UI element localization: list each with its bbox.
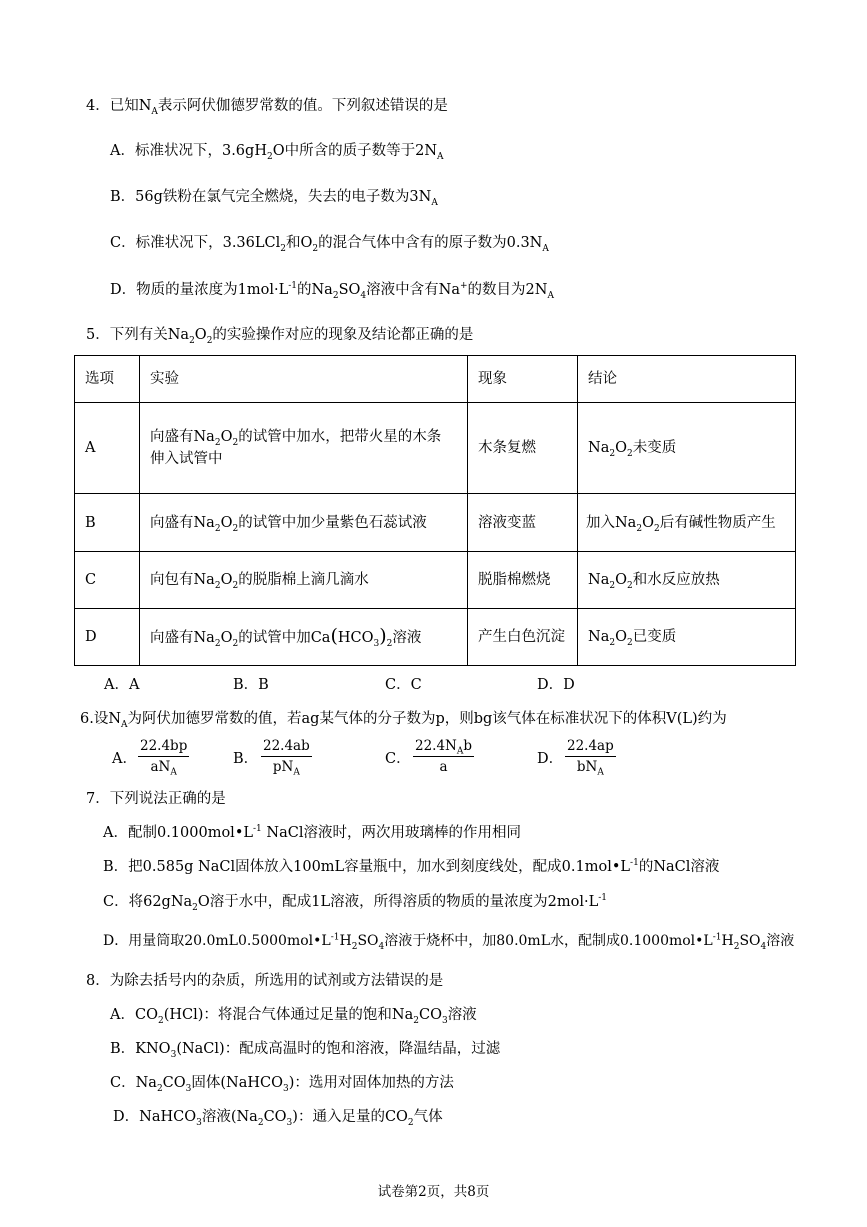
table-cell-option: C [75, 552, 140, 609]
question-5-stem: 5．下列有关$Na_2O_2$的实验操作对应的现象及结论都正确的是 [86, 327, 474, 346]
question-6-label-d: D． [537, 751, 564, 767]
question-6-label-a: A． [112, 751, 137, 767]
table-cell-experiment: 向盛有$Na_2O_2$的试管中加水，把带火星的木条 伸入试管中 [140, 403, 468, 494]
table-cell-experiment: 向盛有$Na_2O_2$的试管中加少量紫色石蕊试液 [140, 494, 468, 552]
table-cell-experiment: 向盛有$Na_2O_2$的试管中加$Ca(HCO_3)_2$溶液 [140, 609, 468, 666]
table-row [75, 552, 796, 609]
question-8-stem: 8．为除去括号内的杂质，所选用的试剂或方法错误的是 [86, 973, 444, 989]
question-6-label-b: B． [233, 751, 259, 767]
question-6-fraction-c: $22.4N_Ab$ a [415, 738, 473, 775]
question-4-option-a: A．标准状况下，$3.6gH_2O$中所含的质子数等于$2N_A$ [110, 143, 444, 162]
question-7-option-a: A．配制$0.1000mol•L^{-1}$ NaCl溶液时，两次用玻璃棒的作用相同 [103, 824, 521, 841]
table-cell-conclusion: 加入$Na_2O_2$后有碱性物质产生 [578, 494, 796, 552]
table-cell-conclusion: $Na_2O_2$未变质 [578, 403, 796, 494]
table-header-cell: 选项 [75, 356, 140, 403]
question-6-fraction-a: 22.4bp $aN_A$ [140, 738, 188, 778]
question-5-option-c: C．C [385, 677, 422, 693]
table-header-row [75, 356, 796, 403]
table-header-cell: 结论 [578, 356, 796, 403]
table-cell-option: A [75, 403, 140, 494]
table-cell-phenomenon: 木条复燃 [468, 403, 578, 494]
question-8-option-c: C．$Na_2CO_3$固体(NaHCO$_3$)：选用对固体加热的方法 [110, 1075, 454, 1094]
question-7-option-d: D．用量筒取$20.0mL0.5000mol•L^{-1}H_2SO_4$溶液于烧杯中，加80.0mL水，配制成$0.1000mol•L^{-1}H_2SO_4$溶液 [103, 932, 795, 952]
table-cell-phenomenon: 溶液变蓝 [468, 494, 578, 552]
question-5-option-a: A．A [104, 677, 140, 693]
question-5-option-b: B．B [233, 677, 269, 693]
table-cell-phenomenon: 产生白色沉淀 [468, 609, 578, 666]
question-6-label-c: C． [385, 751, 411, 767]
table-cell-experiment: 向包有$Na_2O_2$的脱脂棉上滴几滴水 [140, 552, 468, 609]
table-row [75, 609, 796, 666]
question-8-option-b: B．$KNO_3(NaCl)$：配成高温时的饱和溶液，降温结晶，过滤 [110, 1041, 501, 1060]
question-4-option-c: C．标准状况下，3.36LCl$_2$和$O_2$的混合气体中含有的原子数为$0.3N_A$ [110, 235, 549, 254]
question-6-stem: 6.设$N_A$为阿伏加德罗常数的值，若ag某气体的分子数为p，则bg该气体在标准状况下的体积V(L)约为 [80, 711, 727, 730]
question-4-option-d: D．物质的量浓度为$1mol\cdot L^{-1}$的$Na_2SO_4$溶液中含有Na+的数目为$2N_A$ [110, 281, 554, 301]
question-4-stem: 4．已知$N_A$表示阿伏伽德罗常数的值。下列叙述错误的是 [86, 98, 448, 117]
question-6-fraction-d: 22.4ap $bN_A$ [567, 738, 614, 778]
table-cell-phenomenon: 脱脂棉燃烧 [468, 552, 578, 609]
table-row [75, 494, 796, 552]
question-7-option-b: B．把0.585g NaCl固体放入100mL容量瓶中，加水到刻度线处，配成$0.1mol•L^{-1}$的NaCl溶液 [103, 858, 720, 875]
table-cell-option: B [75, 494, 140, 552]
question-5-option-d: D．D [537, 677, 575, 693]
table-row [75, 403, 796, 494]
table-cell-conclusion: $Na_2O_2$和水反应放热 [578, 552, 796, 609]
page-footer: 试卷第2页，共8页 [377, 1184, 490, 1200]
table-cell-conclusion: $Na_2O_2$已变质 [578, 609, 796, 666]
table-header-cell: 实验 [140, 356, 468, 403]
question-8-option-a: A．$CO_2(HCl)$：将混合气体通过足量的饱和$Na_2CO_3$溶液 [110, 1007, 477, 1026]
table-header-cell: 现象 [468, 356, 578, 403]
question-8-option-d: D．NaHCO$_3$溶液$(Na_2CO_3)$：通入足量的$CO_2$气体 [113, 1109, 443, 1128]
table-cell-option: D [75, 609, 140, 666]
question-7-stem: 7．下列说法正确的是 [86, 791, 226, 807]
question-7-option-c: C．将62gNa$_2$O溶于水中，配成1L溶液，所得溶质的物质的量浓度为$2mol\cdot L^{-1}$ [103, 893, 608, 913]
experiment-table [74, 355, 796, 666]
question-6-fraction-b: 22.4ab $pN_A$ [263, 738, 310, 778]
question-4-option-b: B．56g铁粉在氯气完全燃烧，失去的电子数为$3N_A$ [110, 189, 438, 208]
